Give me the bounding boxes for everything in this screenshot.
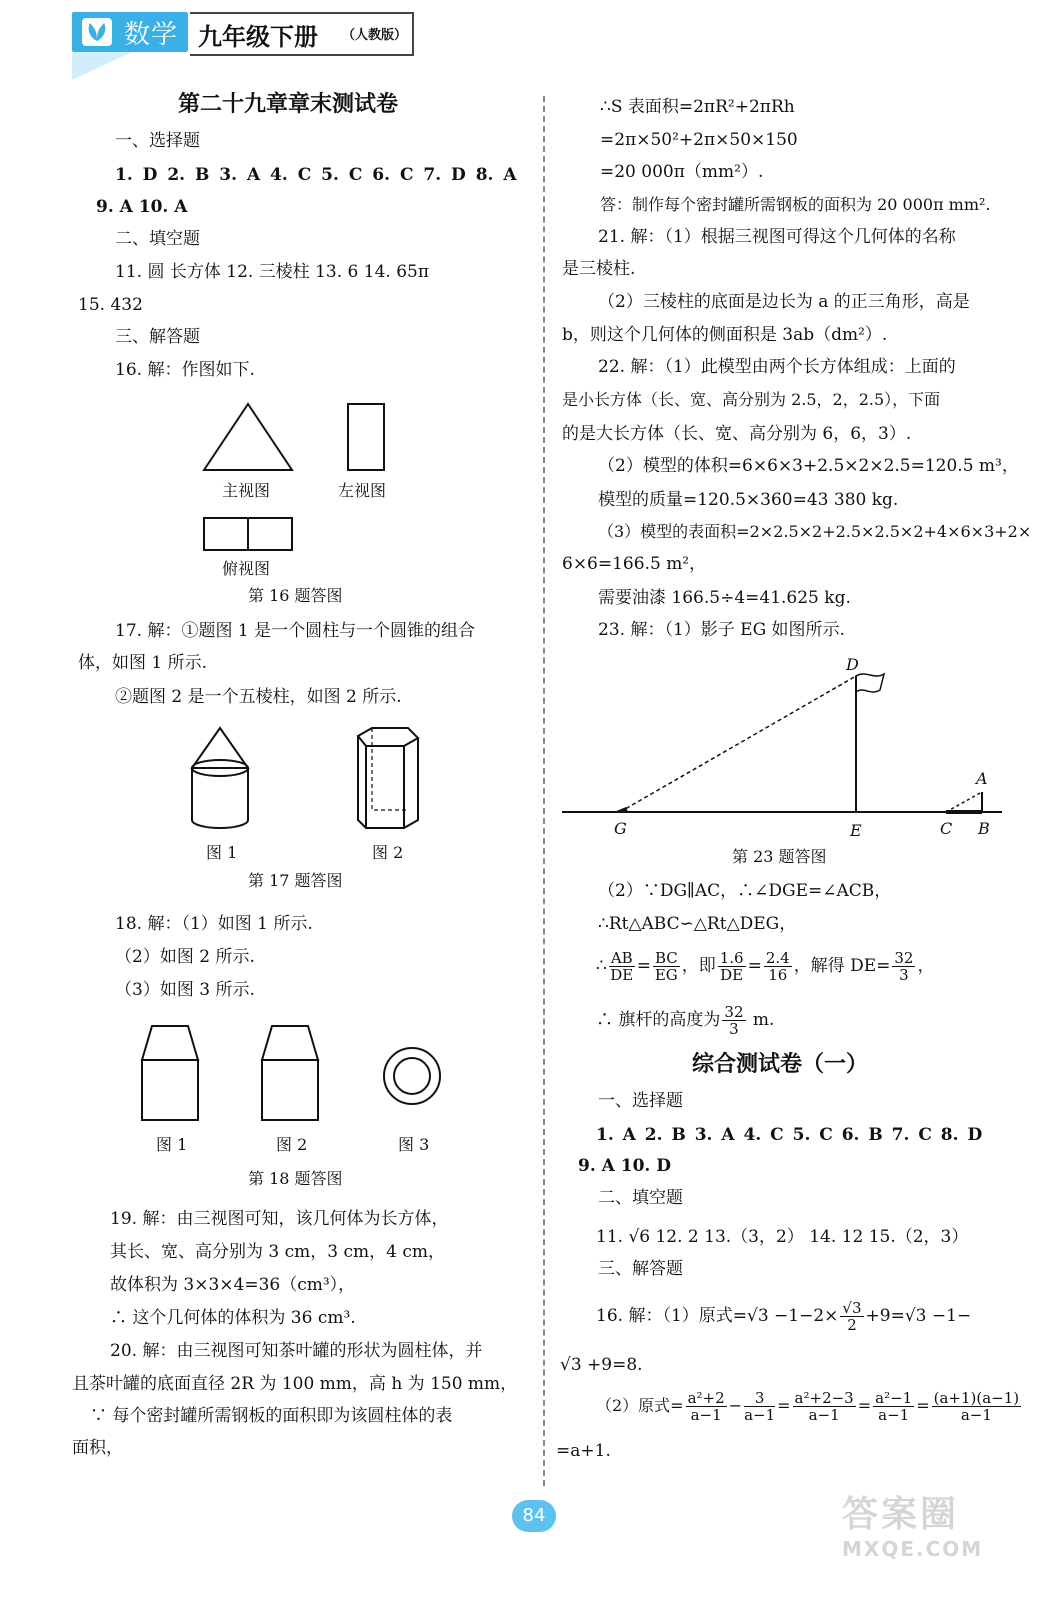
subject-label: 数学 (124, 20, 179, 50)
denominator: a−1 (878, 1406, 910, 1424)
fig18-drawing (136, 1022, 456, 1126)
text-run: − (728, 1396, 743, 1415)
denominator: 3 (899, 966, 909, 984)
cylinder-bottom (192, 820, 248, 828)
fig17-drawing (186, 724, 426, 834)
fig18-1-trapezoid (142, 1026, 198, 1060)
answer-line-fractions (596, 946, 934, 986)
section-heading: 一、选择题 (598, 1091, 683, 1111)
answer-line: 是小长方体（长、宽、高分别为 2.5，2，2.5），下面 (562, 390, 941, 409)
answer-line: 面积， (72, 1438, 123, 1458)
text-run: = (777, 1396, 791, 1415)
figure-label: 图 1 (156, 1135, 188, 1154)
answer-line: （2）模型的体积=6×6×3+2.5×2×2.5=120.5 m³， (598, 456, 1019, 476)
numerator: AB (610, 949, 633, 967)
point-label: A (976, 769, 988, 788)
section-heading: 一、选择题 (115, 131, 200, 151)
fraction (609, 950, 635, 983)
denominator: a−1 (808, 1406, 840, 1424)
answer-line: ∴Rt△ABC∽△Rt△DEG， (598, 914, 797, 934)
fig18-1-rect (142, 1060, 198, 1120)
answer-line: 15. 432 (78, 295, 143, 315)
denominator: 3 (729, 1020, 739, 1038)
denominator: a−1 (960, 1406, 992, 1424)
answer-line: 需要油漆 166.5÷4=41.625 kg. (598, 588, 851, 608)
answer-line: ∴S 表面积=2πR²+2πRh (600, 97, 795, 117)
numerator: √3 (842, 1299, 862, 1317)
fig18-2-trapezoid (262, 1026, 318, 1060)
answer-line: 其长、宽、高分别为 3 cm，3 cm，4 cm， (110, 1242, 445, 1262)
fraction (722, 1004, 745, 1037)
denominator: 16 (768, 966, 788, 984)
text-run: ∴ (596, 956, 607, 976)
answer-line: （2）三棱柱的底面是边长为 a 的正三角形，高是 (598, 292, 970, 312)
text-run: ∴ 旗杆的高度为 (596, 1010, 721, 1030)
answer-line: ②题图 2 是一个五棱柱，如图 2 所示. (115, 687, 402, 707)
answer-line: 16. 解：作图如下. (115, 360, 255, 380)
answer-line: 23. 解：（1）影子 EG 如图所示. (598, 620, 845, 640)
figure-label: 图 2 (372, 843, 404, 862)
answer-line: ∴ 这个几何体的体积为 36 cm³. (110, 1308, 356, 1328)
numerator: 32 (894, 949, 914, 967)
point-label: D (846, 655, 859, 674)
chapter-test-title: 第二十九章章末测试卷 (178, 92, 399, 117)
figure-caption: 第 18 题答图 (248, 1169, 343, 1188)
column-divider (543, 96, 545, 1486)
figure-caption: 第 16 题答图 (248, 586, 343, 605)
fraction (718, 950, 746, 983)
numerator: 2.4 (765, 949, 790, 967)
denominator: a−1 (744, 1406, 776, 1424)
answer-line: ∵ 每个密封罐所需钢板的面积即为该圆柱体的表 (90, 1406, 453, 1426)
numerator: a²+2 (687, 1389, 725, 1407)
denominator: EG (654, 966, 678, 984)
answer-line: 21. 解：（1）根据三视图可得这个几何体的名称 (598, 227, 956, 247)
text-run: ， (917, 956, 935, 976)
fig18-3-inner (394, 1058, 430, 1094)
answer-line: （3）如图 3 所示. (115, 980, 255, 1000)
answer-line: =20 000π（mm²）. (600, 162, 764, 182)
answer-line: 11. 圆 长方体 12. 三棱柱 13. 6 14. 65π (115, 262, 429, 282)
numerator: 3 (744, 1390, 775, 1407)
answer-line: 体，如图 1 所示. (78, 653, 208, 673)
flag (856, 674, 884, 692)
figure-label: 主视图 (222, 481, 271, 500)
fig18-2-rect (262, 1060, 318, 1120)
front-view-triangle (204, 404, 292, 470)
watermark-url: MXQE.COM (842, 1537, 984, 1561)
figure-label: 图 3 (398, 1135, 430, 1154)
answer-line: 19. 解：由三视图可知，该几何体为长方体， (110, 1209, 449, 1229)
section-heading: 三、解答题 (598, 1259, 683, 1279)
hidden-edges (372, 728, 408, 810)
watermark-logo (842, 1486, 1012, 1561)
fraction (686, 1390, 727, 1423)
answer-line: 18. 解：（1）如图 1 所示. (115, 914, 313, 934)
text-run: = (916, 1396, 930, 1415)
prism-top (358, 728, 418, 746)
text-run: m. (747, 1010, 775, 1030)
fraction (932, 1390, 1022, 1423)
leaf-icon (82, 18, 112, 46)
answer-line: b，则这个几何体的侧面积是 3ab（dm²）. (562, 325, 888, 345)
numerator: 1.6 (719, 949, 744, 967)
numerator: 32 (724, 1003, 744, 1021)
header-badge-tail (72, 52, 132, 80)
answer-line: 20. 解：由三视图可知茶叶罐的形状为圆柱体，并 (110, 1341, 483, 1361)
comprehensive-test-title: 综合测试卷（一） (692, 1052, 869, 1077)
answer-line: 1. D 2. B 3. A 4. C 5. C 6. C 7. D 8. A (115, 165, 517, 185)
section-heading: 三、解答题 (115, 327, 200, 347)
text-run: 16. 解：（1）原式=√3 −1−2× (596, 1306, 839, 1326)
fraction (793, 1390, 856, 1423)
answer-line-fractions (596, 1296, 971, 1336)
point-label: C (940, 819, 953, 838)
answer-line-fractions (596, 1386, 1023, 1426)
denominator: 2 (847, 1316, 857, 1334)
text-run: = (636, 956, 651, 976)
figure-label: 图 2 (276, 1135, 308, 1154)
answer-line: 是三棱柱. (562, 259, 636, 279)
text-run: = (747, 956, 762, 976)
answer-line: 的是大长方体（长、宽、高分别为 6，6，3）. (562, 424, 912, 444)
text-run: （2）原式= (596, 1396, 684, 1415)
edition-label: （人教版） (342, 28, 408, 43)
point-label: G (614, 819, 627, 838)
denominator: a−1 (690, 1406, 722, 1424)
numerator: BC (654, 949, 678, 967)
text-run: = (857, 1396, 872, 1415)
shadow-tip-G (614, 807, 628, 812)
denominator: DE (610, 966, 634, 984)
fig23-drawing (562, 650, 1012, 830)
text-run: ，解得 DE= (793, 956, 891, 976)
numerator: (a+1)(a−1) (933, 1389, 1020, 1407)
denominator: DE (720, 966, 744, 984)
answer-line: √3 +9=8. (560, 1355, 643, 1375)
fraction (873, 1390, 914, 1423)
answer-line: 1. A 2. B 3. A 4. C 5. C 6. B 7. C 8. D (596, 1125, 983, 1145)
answer-line: 22. 解：（1）此模型由两个长方体组成：上面的 (598, 357, 956, 377)
point-label: E (850, 821, 862, 840)
page-header (0, 0, 1041, 80)
numerator: a²+2−3 (794, 1389, 854, 1407)
numerator: a²−1 (875, 1389, 913, 1407)
fraction (653, 950, 680, 983)
shadow-ray-AC (946, 792, 982, 812)
figure-label: 左视图 (338, 481, 387, 500)
answer-line: 模型的质量=120.5×360=43 380 kg. (598, 490, 899, 510)
page-number: 84 (512, 1500, 556, 1532)
answer-line: =a+1. (556, 1441, 611, 1461)
answer-line: 17. 解：①题图 1 是一个圆柱与一个圆锥的组合 (115, 621, 476, 641)
figure-caption: 第 23 题答图 (732, 847, 827, 866)
fraction (892, 950, 915, 983)
left-view-rect (348, 404, 384, 470)
answer-line-fractions (596, 1000, 774, 1040)
answer-line: =2π×50²+2π×50×150 (600, 130, 798, 150)
text-run: ，即 (681, 956, 716, 976)
section-heading: 二、填空题 (598, 1188, 683, 1208)
figure-label: 图 1 (206, 843, 238, 862)
answer-line: 6×6=166.5 m²， (562, 554, 707, 574)
answer-line: 9. A 10. D (578, 1156, 672, 1176)
grade-label: 九年级下册 (198, 23, 318, 51)
shadow-ray-DG (620, 676, 856, 812)
fig18-3-outer (384, 1048, 440, 1104)
answer-line: 11. √6 12. 2 13.（3，2） 14. 12 15.（2，3） (596, 1227, 969, 1247)
section-heading: 二、填空题 (115, 229, 200, 249)
fraction (764, 950, 792, 983)
fraction (744, 1390, 775, 1423)
answer-line: 答：制作每个密封罐所需钢板的面积为 20 000π mm². (600, 195, 991, 214)
answer-line: 9. A 10. A (96, 197, 188, 217)
figure-label: 俯视图 (222, 559, 271, 578)
text-run: +9=√3 −1− (865, 1306, 972, 1326)
answer-line: （3）模型的表面积=2×2.5×2+2.5×2.5×2+4×6×3+2× (598, 522, 1032, 541)
fraction (840, 1300, 863, 1333)
point-label: B (978, 819, 990, 838)
watermark-text: 答案圈 (842, 1494, 960, 1535)
answer-line: （2）∵DG∥AC，∴∠DGE=∠ACB， (598, 881, 892, 901)
answer-line: 故体积为 3×3×4=36（cm³）， (110, 1275, 356, 1295)
answer-line: （2）如图 2 所示. (115, 947, 255, 967)
answer-line: 且茶叶罐的底面直径 2R 为 100 mm，高 h 为 150 mm， (72, 1374, 518, 1394)
figure-caption: 第 17 题答图 (248, 871, 343, 890)
